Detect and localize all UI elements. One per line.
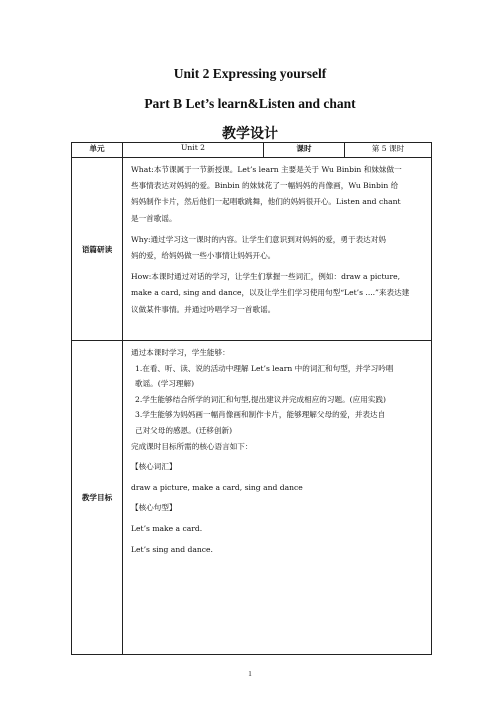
goal-2: 2.学生能够结合所学的词汇和句型,提出建议并完成相应的习题。(应用实践) xyxy=(135,394,386,404)
objectives-row xyxy=(72,341,432,655)
what-line: 些事情表达对妈妈的爱。Binbin 的妹妹花了一幅妈妈的肖像画，Wu Binbin 给 xyxy=(131,181,399,191)
page-number: 1 xyxy=(248,670,252,678)
what-line: 妈妈制作卡片，然后他们一起唱歌跳舞，他们的妈妈很开心。Listen and chant xyxy=(131,197,401,207)
goal-3-line: 己对父母的感恩。(迁移创新) xyxy=(135,425,233,435)
objectives-content xyxy=(123,341,432,655)
analysis-row xyxy=(72,158,432,341)
why-line: 妈的爱，给妈妈做一些小事情让妈妈开心。 xyxy=(131,251,276,261)
unit-label: 单元 xyxy=(72,143,123,158)
document-heading: 教学设计 xyxy=(222,126,278,142)
core-words-title: 【核心词汇】 xyxy=(131,462,177,472)
objectives-intro: 通过本课时学习，学生能够： xyxy=(131,348,230,357)
analysis-content xyxy=(123,158,432,341)
objectives-label: 教学目标 xyxy=(72,341,123,655)
lesson-label: 课时 xyxy=(264,143,345,158)
lesson-plan-table xyxy=(71,142,432,655)
core-sentences-title: 【核心句型】 xyxy=(131,503,177,513)
how-line: How:本课时通过对话的学习，让学生们掌握一些词汇，例如：draw a picture, xyxy=(131,272,400,282)
document-subtitle: Part B Let’s learn&Listen and chant xyxy=(144,96,356,111)
how-line: 议做某件事情。并通过吟唱学习一首歌谣。 xyxy=(131,304,276,314)
how-line: make a card, sing and dance，以及让学生们学习使用句型“Let’s ....”来表达建 xyxy=(131,288,410,298)
unit-value: Unit 2 xyxy=(123,143,264,158)
core-words: draw a picture, make a card, sing and dance xyxy=(131,482,303,492)
header-row xyxy=(72,143,432,158)
core-language-intro: 完成课时目标所需的核心语言如下： xyxy=(131,441,253,451)
core-sentence-2: Let’s sing and dance. xyxy=(131,544,213,554)
core-sentence-1: Let’s make a card. xyxy=(131,523,203,533)
why-line: Why:通过学习这一课时的内容。让学生们意识到对妈妈的爱，勇于表达对妈 xyxy=(131,234,386,244)
goal-3-line: 3.学生能够为妈妈画一幅肖像画和制作卡片，能够理解父母的爱，并表达自 xyxy=(135,410,386,420)
what-line: What:本节课属于一节新授课。Let’s learn 主要是关于 Wu Binbin 和妹妹做一 xyxy=(131,165,402,174)
lesson-value: 第 5 课时 xyxy=(345,143,432,158)
document-title: Unit 2 Expressing yourself xyxy=(173,66,327,81)
goal-1-line: 歌谣。(学习理解) xyxy=(135,379,195,389)
what-line: 是一首歌谣。 xyxy=(131,213,177,223)
analysis-label: 语篇研读 xyxy=(72,158,123,341)
goal-1-line: 1.在看、听、读、说的活动中理解 Let’s learn 中的词汇和句型，并学习吟唱 xyxy=(135,363,394,373)
